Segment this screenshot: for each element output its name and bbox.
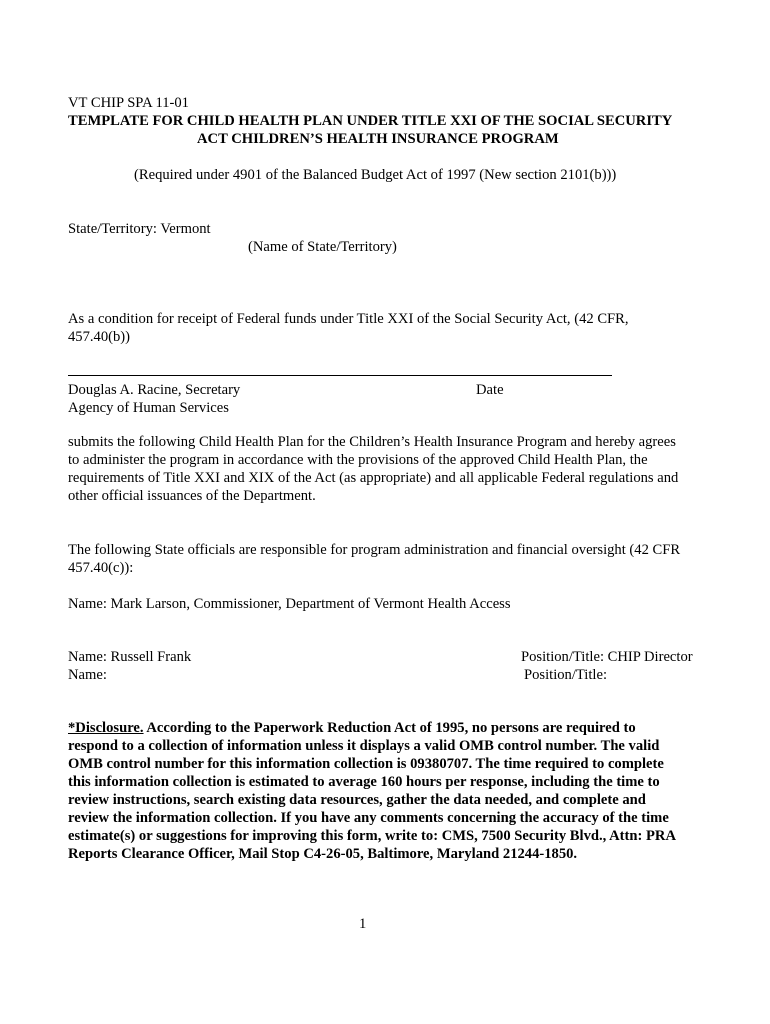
state-territory-caption: (Name of State/Territory) [248,239,397,255]
disclosure-line8: Reports Clearance Officer, Mail Stop C4-26-05, Baltimore, Maryland 21244-1850. [68,846,578,862]
condition-line1: As a condition for receipt of Federal funds under Title XXI of the Social Security Act, (42 CFR, [68,311,629,327]
disclosure-line1 [68,719,636,737]
state-territory-label: State/Territory: Vermont [68,221,211,237]
official-3-name: Name: [68,667,107,683]
disclosure-line3: OMB control number for this information collection is 09380707. The time required to complete [68,756,664,772]
page-number: 1 [359,916,367,932]
officials-intro-line1: The following State officials are responsible for program administration and financial oversight (42 CFR [68,542,681,558]
disclosure-text-1: According to the Paperwork Reduction Act of 1995, no persons are required to [143,720,636,736]
disclosure-line5: review instructions, search existing data resources, gather the data needed, and complete and [68,792,646,808]
submits-line2: to administer the program in accordance with the provisions of the approved Child Health Plan, the [68,452,648,468]
submits-line4: other official issuances of the Department. [68,488,316,504]
disclosure-line4: this information collection is estimated to average 160 hours per response, including the time to [68,774,660,790]
signatory-name: Douglas A. Racine, Secretary [68,382,241,398]
submits-line1: submits the following Child Health Plan for the Children’s Health Insurance Program and hereby agrees [68,434,676,450]
signature-line [68,375,612,376]
official-2-name: Name: Russell Frank [68,649,192,665]
disclosure-line6: review the information collection. If you have any comments concerning the accuracy of the time [68,810,669,826]
condition-line2: 457.40(b)) [68,329,131,345]
officials-intro-line2: 457.40(c)): [68,560,134,576]
disclosure-line2: respond to a collection of information unless it displays a valid OMB control number. The valid [68,738,660,754]
official-3-title: Position/Title: [524,667,608,683]
date-label: Date [476,382,504,398]
disclosure-label: *Disclosure. [68,720,144,736]
required-note: (Required under 4901 of the Balanced Budget Act of 1997 (New section 2101(b))) [134,167,617,183]
official-1: Name: Mark Larson, Commissioner, Department of Vermont Health Access [68,596,511,612]
document-title-line1: TEMPLATE FOR CHILD HEALTH PLAN UNDER TITLE XXI OF THE SOCIAL SECURITY [68,113,673,129]
spa-id: VT CHIP SPA 11-01 [68,95,189,111]
agency-name: Agency of Human Services [68,400,229,416]
document-title-line2: ACT CHILDREN’S HEALTH INSURANCE PROGRAM [197,131,559,147]
submits-line3: requirements of Title XXI and XIX of the Act (as appropriate) and all applicable Federal regulations and [68,470,679,486]
official-2-title: Position/Title: CHIP Director [521,649,693,665]
disclosure-line7: estimate(s) or suggestions for improving this form, write to: CMS, 7500 Security Blvd., Attn: PRA [68,828,677,844]
